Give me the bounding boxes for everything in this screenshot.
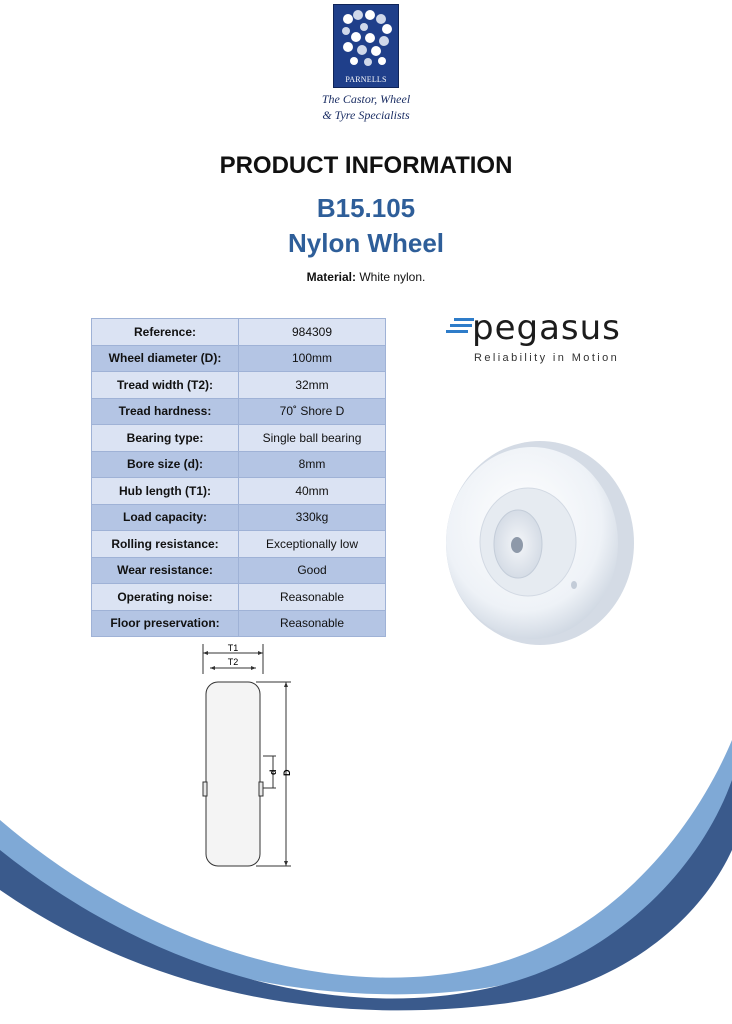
spec-row — [92, 345, 386, 372]
spec-value: 984309 — [239, 319, 386, 346]
spec-row — [92, 504, 386, 531]
spec-value: Good — [239, 557, 386, 584]
spec-value: Single ball bearing — [239, 425, 386, 452]
brand-name: pegasus — [472, 308, 621, 348]
spec-label: Tread hardness: — [92, 398, 239, 425]
spec-value: 32mm — [239, 372, 386, 399]
spec-value: Reasonable — [239, 584, 386, 611]
spec-value: Exceptionally low — [239, 531, 386, 558]
product-name: Nylon Wheel — [287, 228, 444, 258]
spec-value: 100mm — [239, 345, 386, 372]
diameter-label: D — [282, 769, 292, 776]
t1-label: T1 — [227, 643, 239, 653]
spec-row — [92, 557, 386, 584]
spec-label: Load capacity: — [92, 504, 239, 531]
spec-label: Bore size (d): — [92, 451, 239, 478]
material-line — [0, 270, 732, 284]
spec-label: Hub length (T1): — [92, 478, 239, 505]
parnells-logo — [333, 4, 399, 88]
spec-row — [92, 478, 386, 505]
spec-label: Floor preservation: — [92, 610, 239, 637]
spec-table — [91, 318, 386, 637]
logo-brand-text: PARNELLS — [345, 75, 387, 84]
logo-tagline-line2: & Tyre Specialists — [322, 108, 410, 122]
spec-label: Tread width (T2): — [92, 372, 239, 399]
spec-row — [92, 610, 386, 637]
spec-label: Wheel diameter (D): — [92, 345, 239, 372]
spec-row — [92, 451, 386, 478]
spec-row — [92, 398, 386, 425]
spec-label: Reference: — [92, 319, 239, 346]
spec-label: Operating noise: — [92, 584, 239, 611]
spec-row — [92, 584, 386, 611]
page-title: PRODUCT INFORMATION — [219, 152, 513, 179]
spec-row — [92, 425, 386, 452]
spec-row — [92, 531, 386, 558]
spec-value: Reasonable — [239, 610, 386, 637]
material-value: White nylon. — [359, 270, 426, 284]
spec-row — [92, 319, 386, 346]
t2-label: T2 — [227, 657, 239, 667]
bore-label: d — [268, 769, 278, 775]
decorative-swoosh — [0, 700, 732, 1024]
spec-row — [92, 372, 386, 399]
product-code: B15.105 — [316, 193, 416, 223]
spec-value: 40mm — [239, 478, 386, 505]
material-label: Material: — [306, 270, 356, 284]
spec-label: Wear resistance: — [92, 557, 239, 584]
spec-label: Rolling resistance: — [92, 531, 239, 558]
spec-value: 330kg — [239, 504, 386, 531]
brand-tagline: Reliability in Motion — [474, 352, 620, 364]
logo-tagline-line1: The Castor, Wheel — [321, 92, 411, 106]
spec-label: Bearing type: — [92, 425, 239, 452]
spec-value: 70˚ Shore D — [239, 398, 386, 425]
spec-value: 8mm — [239, 451, 386, 478]
wheel-photo — [440, 440, 640, 650]
